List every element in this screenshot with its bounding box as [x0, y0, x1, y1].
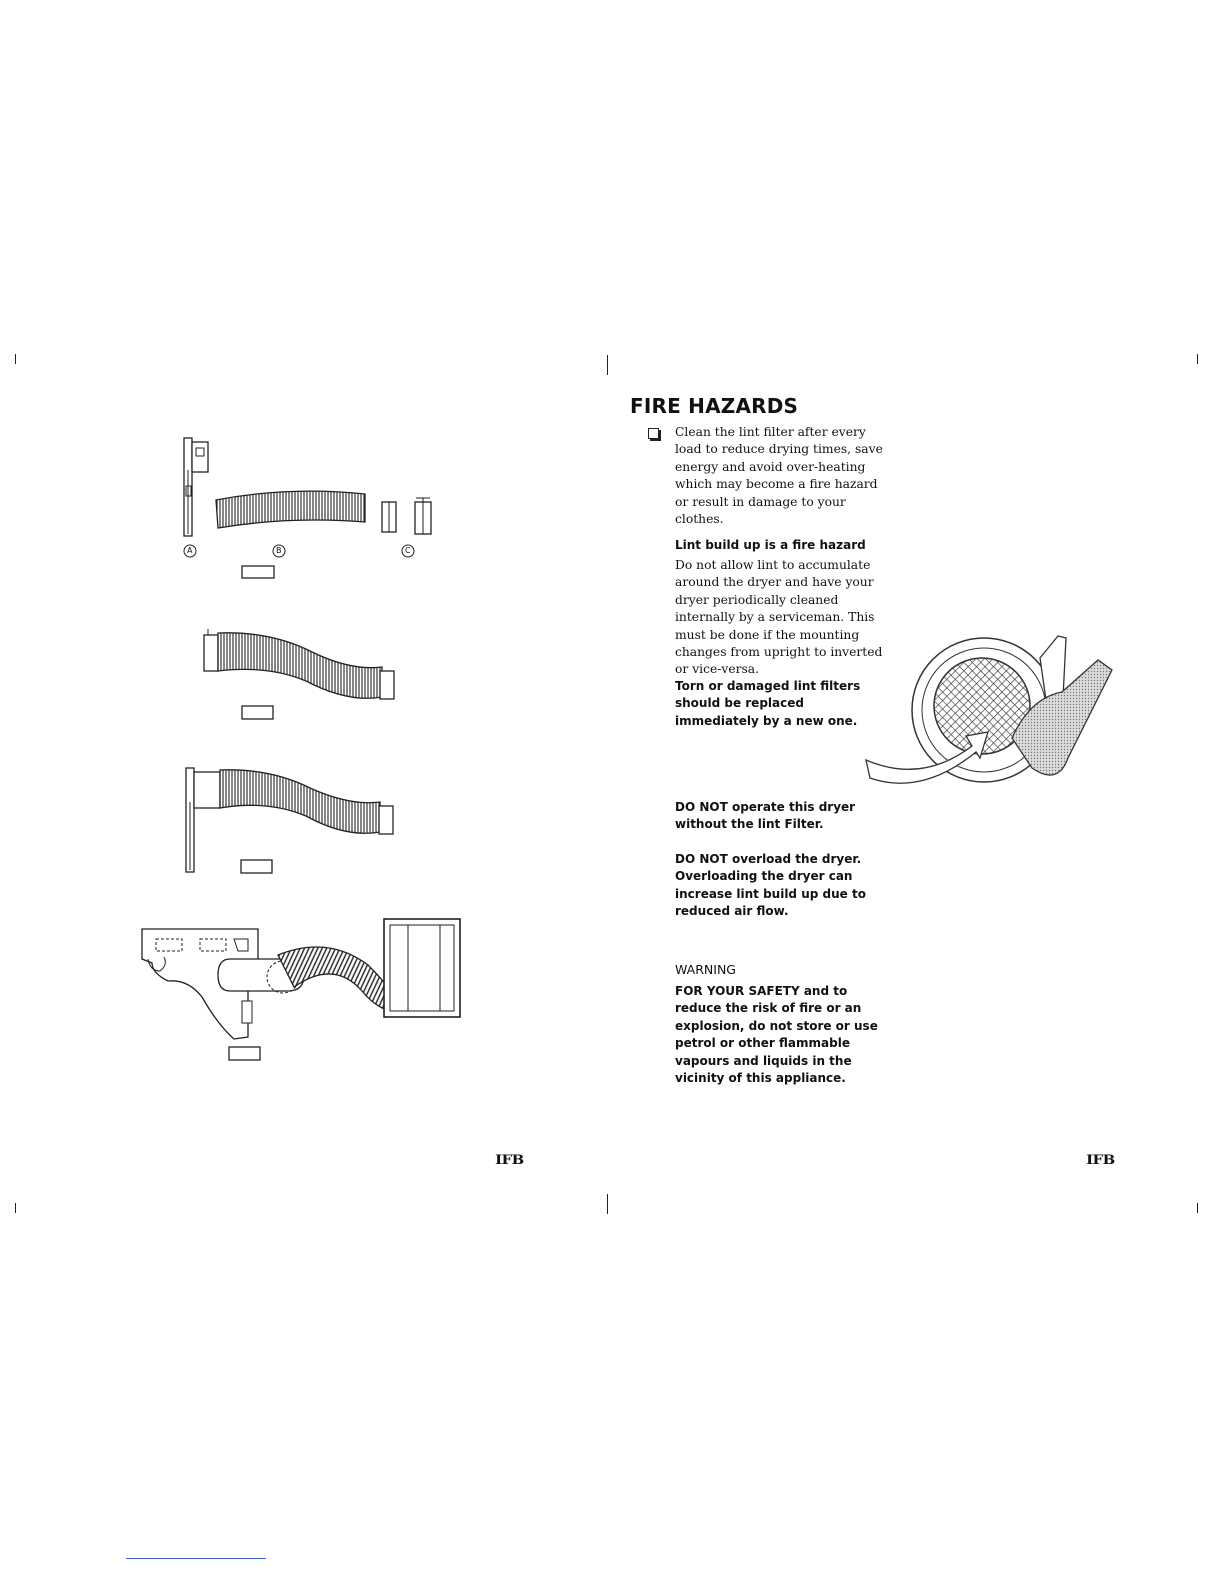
part-label-c: C: [405, 546, 411, 555]
brand-logo-right: IFB: [1086, 1153, 1115, 1168]
crop-mark: [15, 354, 16, 364]
crop-mark: [1197, 1203, 1198, 1213]
crop-mark: [15, 1203, 16, 1213]
lint-hazard-text: Do not allow lint to accumulate around the dryer and have your dryer periodically cleaned internally by a serviceman. This must be done if the mounting changes from upright to inverted or vice-versa.: [675, 558, 883, 677]
warning-text: FOR YOUR SAFETY and to reduce the risk of fire or an explosion, do not store or use petrol or other flammable vapours and liquids in the vicinity of this appliance.: [675, 984, 878, 1086]
part-label-b: B: [276, 546, 282, 555]
crop-mark: [1197, 354, 1198, 364]
do-not-operate-warning: DO NOT operate this dryer without the lint Filter.: [675, 800, 856, 832]
figure-parts-illustration: [150, 430, 450, 580]
checkbox-bullet-icon: [648, 428, 659, 439]
lint-hazard-heading: Lint build up is a fire hazard: [675, 538, 866, 552]
warning-heading: WARNING: [675, 962, 736, 977]
part-label-a: A: [187, 546, 193, 555]
crop-mark: [607, 355, 608, 375]
lint-filter-instruction: Clean the lint filter after every load to reduce drying times, save energy and avoid over-heating which may become a fire hazard or result in damage to your clothes.: [675, 425, 883, 527]
crop-mark: [607, 1194, 608, 1214]
lint-filter-illustration: [862, 628, 1122, 798]
figure-wall-installation: [138, 915, 468, 1065]
page-title: FIRE HAZARDS: [630, 394, 799, 418]
figure-hose-with-clamps: [190, 625, 410, 725]
brand-logo: IFB: [495, 1153, 524, 1168]
torn-filter-warning: Torn or damaged lint filters should be replaced immediately by a new one.: [675, 679, 861, 728]
figure-bracket-with-hose: [180, 762, 410, 877]
do-not-overload-warning: DO NOT overload the dryer. Overloading the dryer can increase lint build up due to reduced air flow.: [675, 852, 866, 919]
footer-link-underline: [126, 1558, 266, 1559]
